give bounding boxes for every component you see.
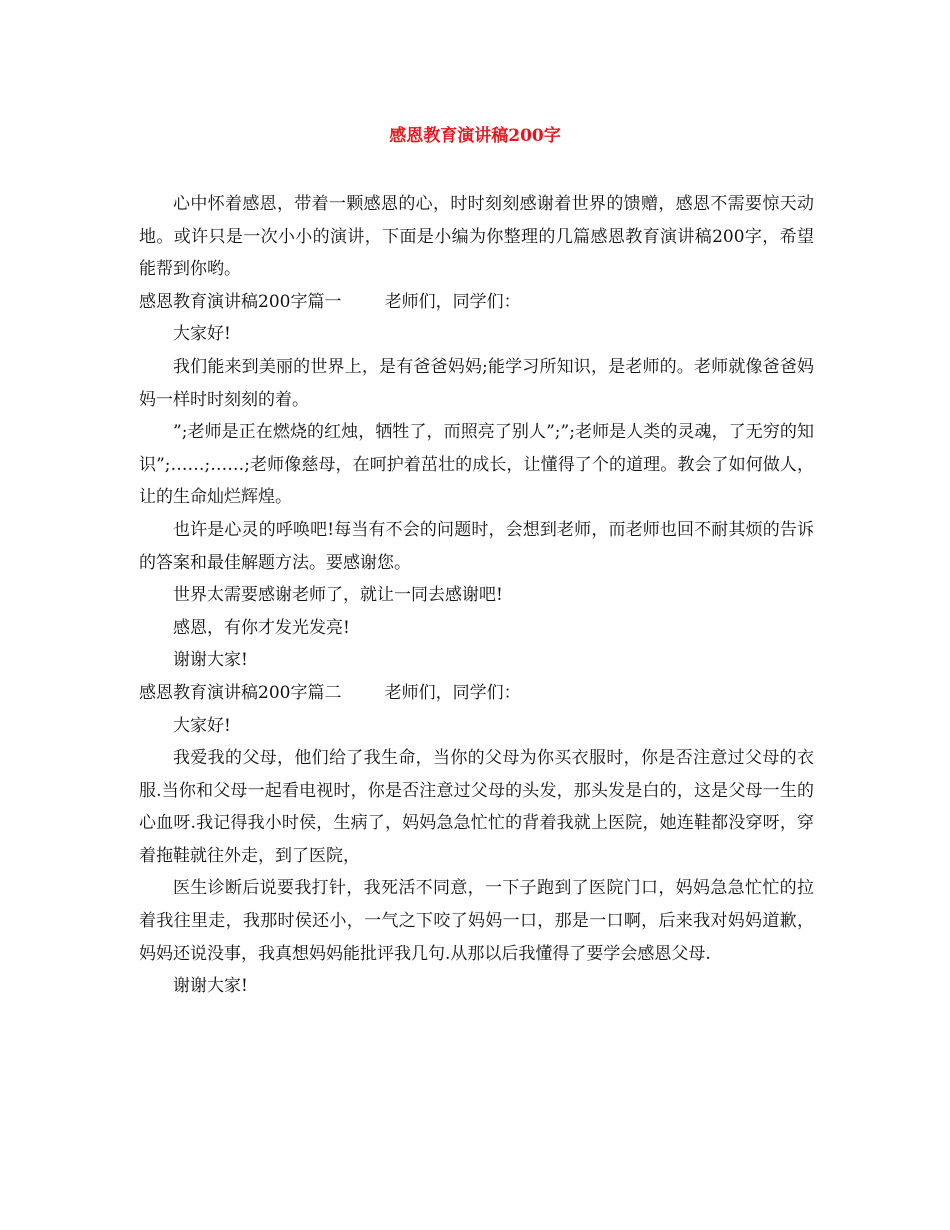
- paragraph: 大家好!: [173, 715, 231, 736]
- paragraph: 也许是心灵的呼唤吧!每当有不会的问题时，会想到老师，而老师也回不耐其烦的告诉的答案和最佳解题方法。要感谢您。: [139, 519, 814, 573]
- paragraph: 世界太需要感谢老师了，就让一同去感谢吧!: [173, 585, 503, 606]
- paragraph: 谢谢大家!: [173, 650, 248, 671]
- paragraph: 感恩，有你才发光发亮!: [173, 617, 350, 638]
- paragraph: 我爱我的父母，他们给了我生命，当你的父母为你买衣服时，你是否注意过父母的衣服.当你和父母一起看电视时，你是否注意过父母的头发，那头发是白的，这是父母一生的心血呀.我记得我小时侯，生病了，妈妈急急忙忙的背着我就上医院，她连鞋都没穿呀，穿着拖鞋就往外走，到了医院，: [139, 748, 814, 866]
- paragraph: 大家好!: [173, 324, 231, 345]
- document-body: [139, 188, 814, 1003]
- paragraph: 我们能来到美丽的世界上，是有爸爸妈妈;能学习所知识，是老师的。老师就像爸爸妈妈一样时时刻刻的着。: [139, 356, 814, 410]
- section-heading: 感恩教育演讲稿200字篇一 老师们，同学们：: [139, 291, 521, 312]
- section-heading: 感恩教育演讲稿200字篇二 老师们，同学们：: [139, 682, 521, 703]
- paragraph: 谢谢大家!: [173, 976, 248, 997]
- document-title: 感恩教育演讲稿200字: [389, 126, 561, 146]
- paragraph: 心中怀着感恩，带着一颗感恩的心，时时刻刻感谢着世界的馈赠，感恩不需要惊天动地。或许只是一次小小的演讲，下面是小编为你整理的几篇感恩教育演讲稿200字，希望能帮到你哟。: [139, 194, 814, 280]
- paragraph: ”;老师是正在燃烧的红烛，牺牲了，而照亮了别人”;”;老师是人类的灵魂，了无穷的知识”;……;……;老师像慈母，在呵护着茁壮的成长，让懂得了个的道理。教会了如何做人，让的生命灿烂辉煌。: [139, 422, 814, 508]
- paragraph: 医生诊断后说要我打针，我死活不同意，一下子跑到了医院门口，妈妈急急忙忙的拉着我往里走，我那时侯还小，一气之下咬了妈妈一口，那是一口啊，后来我对妈妈道歉，妈妈还说没事，我真想妈妈能批评我几句.从那以后我懂得了要学会感恩父母.: [139, 878, 814, 964]
